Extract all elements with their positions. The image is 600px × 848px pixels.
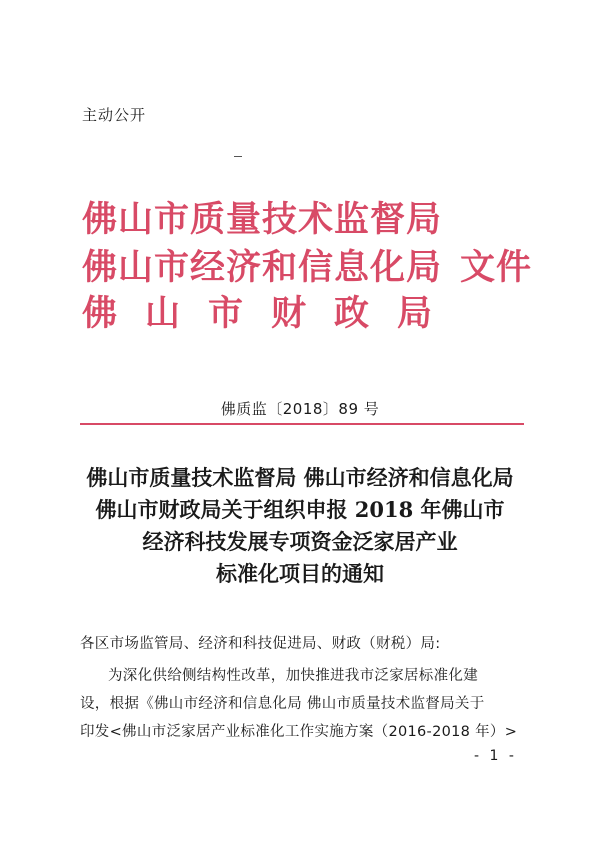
issuer-name: 佛山市经济和信息化局 [82, 247, 443, 288]
issuer-line-economy-bureau [82, 248, 532, 288]
issuer-name: 佛山市质量技术监督局 [82, 199, 443, 240]
page-number: - 1 - [474, 748, 517, 764]
title-line: 经济科技发展专项资金泛家居产业 [142, 529, 458, 554]
addressee: 各区市场监管局、经济和科技促进局、财政（财税）局: [80, 636, 441, 652]
document-type-suffix: 文件 [460, 247, 533, 288]
title-line: 标准化项目的通知 [216, 561, 384, 586]
body-line: 设，根据《佛山市经济和信息化局 佛山市质量技术监督局关于 [80, 696, 485, 712]
document-number: 佛质监〔2018〕89 号 [220, 400, 380, 418]
decorative-mark [234, 156, 242, 157]
body-text [80, 662, 530, 746]
body-line: 印发<佛山市泛家居产业标准化工作实施方案（2016-2018 年）> [80, 724, 518, 740]
title-line: 佛山市质量技术监督局 佛山市经济和信息化局 [86, 465, 514, 490]
issuer-line-quality-bureau [82, 200, 442, 240]
red-divider [80, 423, 524, 425]
disclosure-label: 主动公开 [82, 106, 147, 124]
body-line: 为深化供给侧结构性改革，加快推进我市泛家居标准化建 [108, 668, 478, 684]
issuer-line-finance-bureau [82, 294, 460, 334]
issuer-name: 佛山市财政局 [82, 293, 461, 334]
title-line: 佛山市财政局关于组织申报 2018 年佛山市 [95, 497, 505, 522]
document-title [60, 462, 540, 590]
